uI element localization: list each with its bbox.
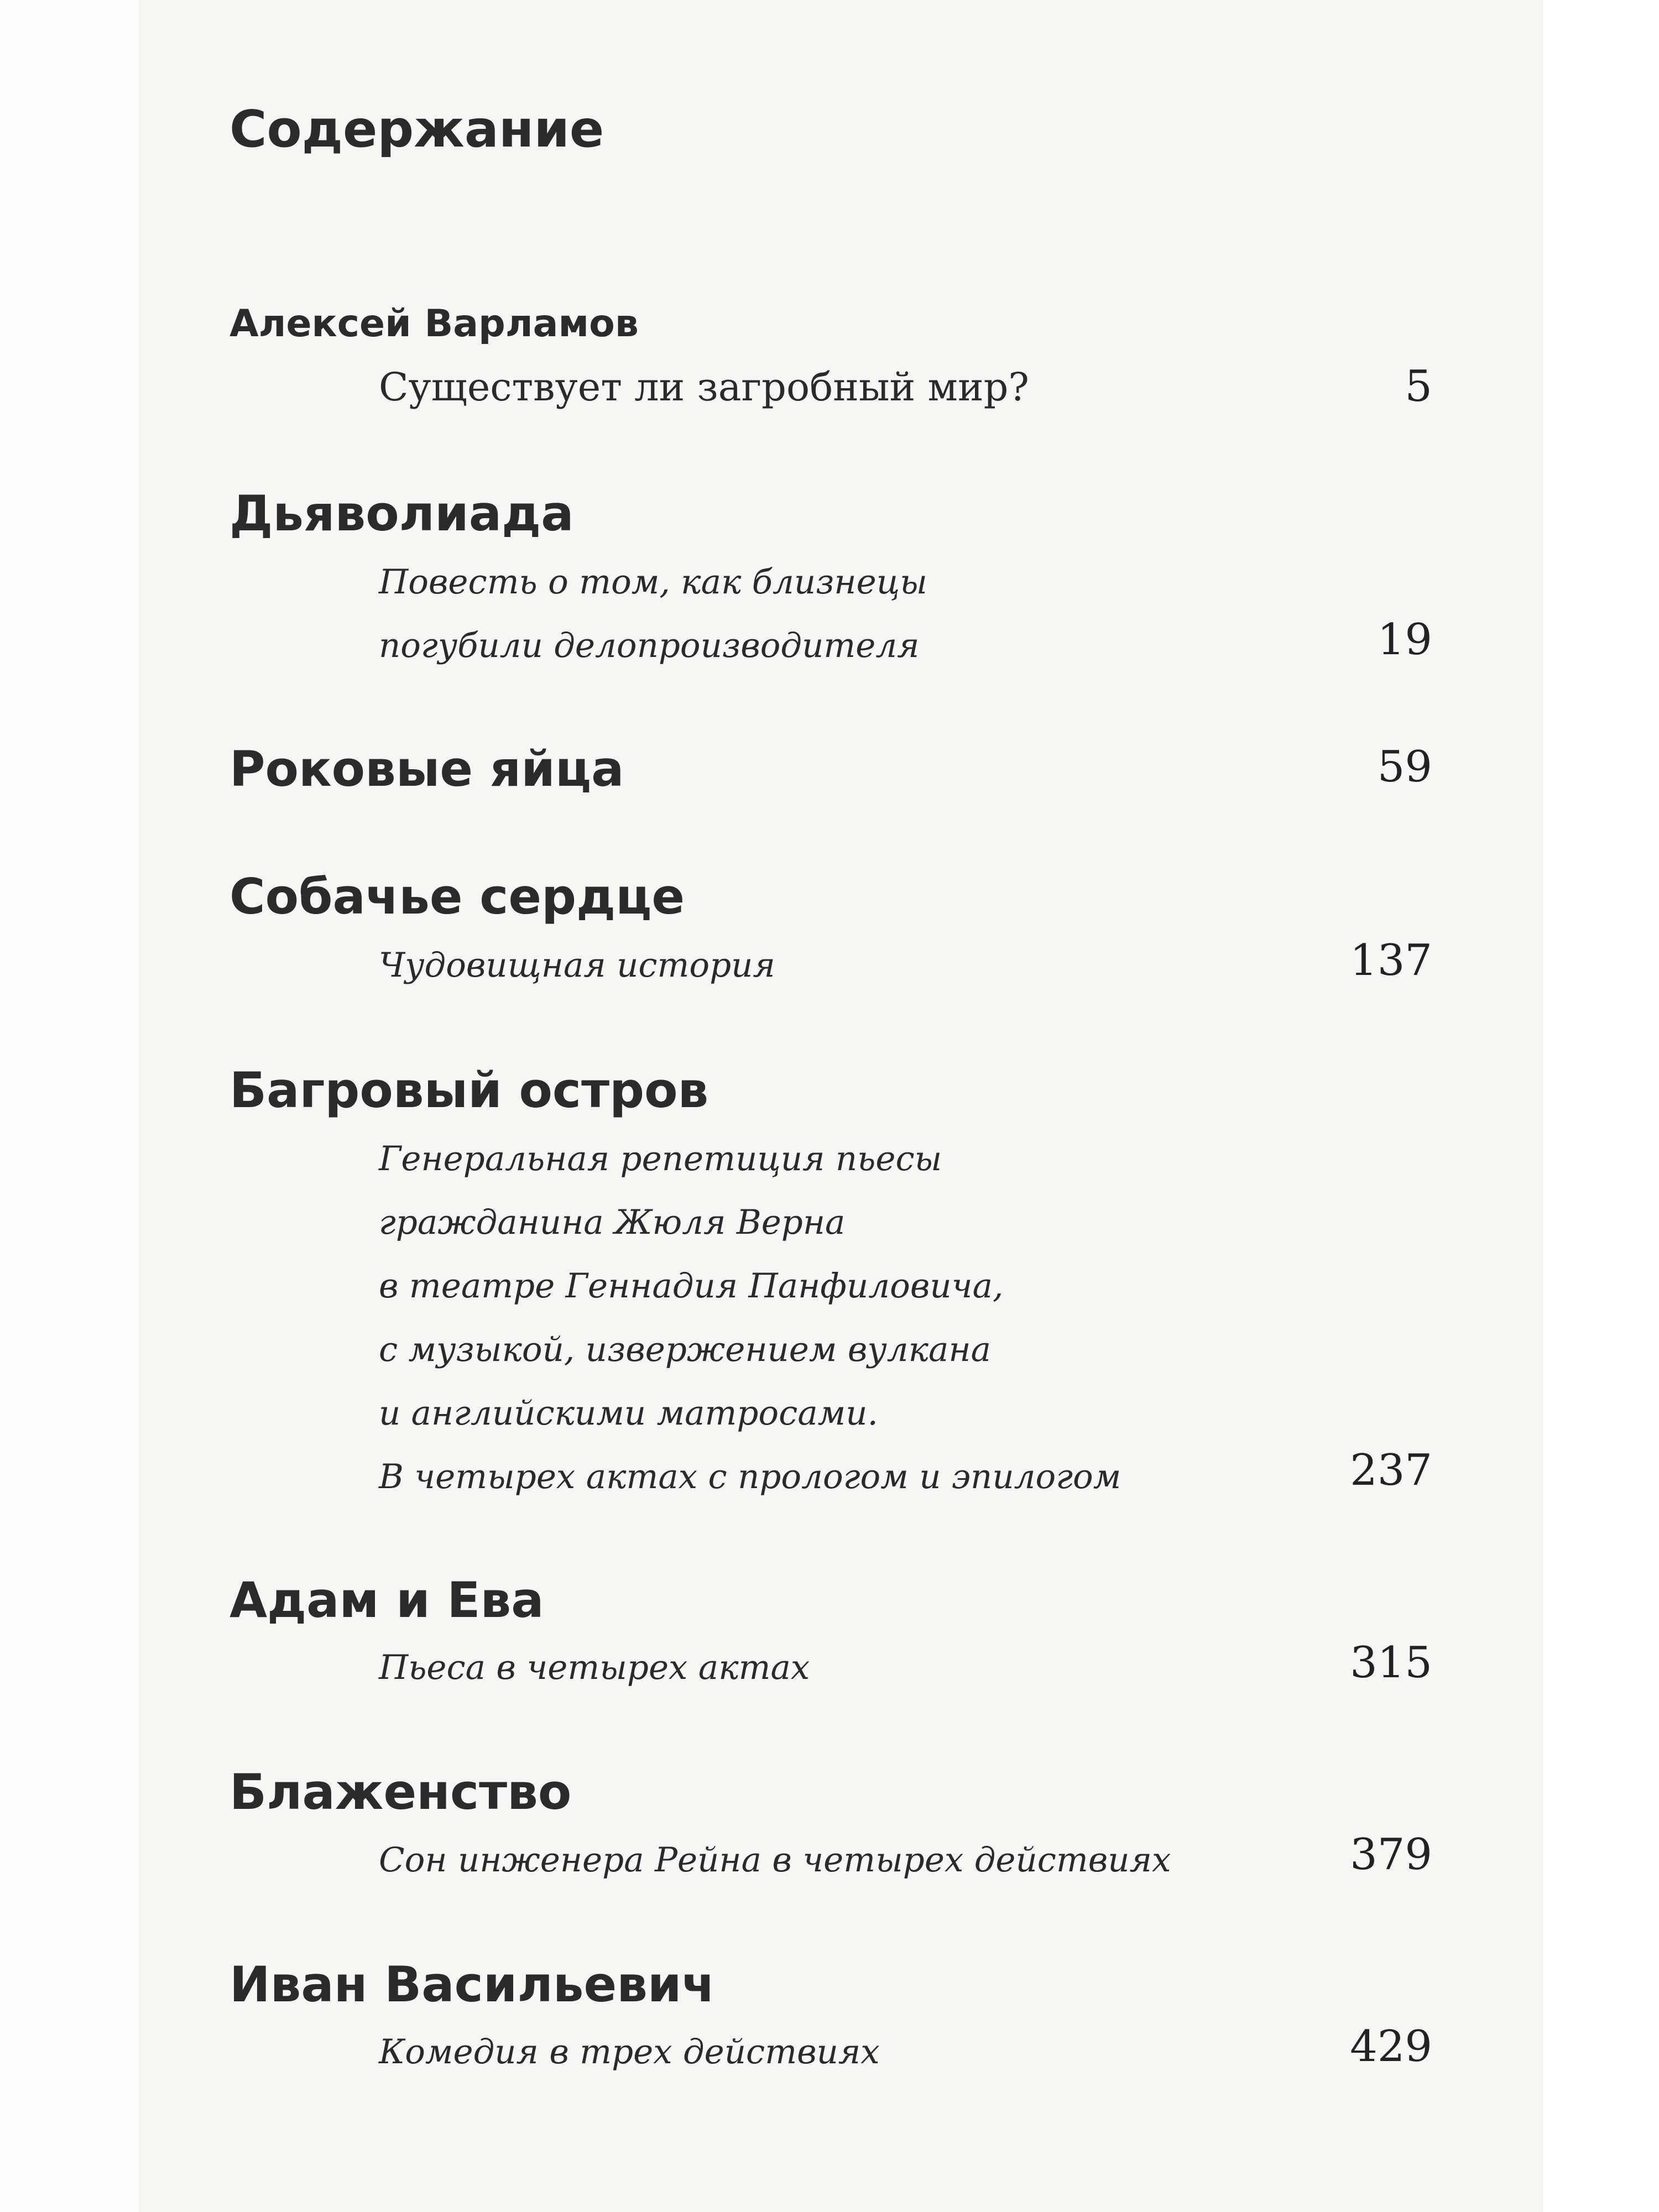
entry-subtitle-line: и английскими матросами. (379, 1394, 878, 1433)
entry-title-adam-i-eva: Адам и Ева (229, 1572, 544, 1629)
page-number-blazhenstvo: 379 (1350, 1830, 1432, 1880)
author-name: Алексей Варламов (229, 302, 639, 346)
toc-title: Содержание (229, 100, 604, 159)
entry-subtitle-line: с музыкой, извержением вулкана (379, 1330, 991, 1369)
page-number-sobachye-serdtse: 137 (1350, 936, 1432, 985)
entry-subtitle-line: В четырех актах с прологом и эпилогом (379, 1457, 1121, 1496)
page-number-adam-i-eva: 315 (1350, 1638, 1432, 1688)
entry-subtitle-line: Повесть о том, как близнецы (379, 562, 927, 602)
page-number-rokovye-yaytsa: 59 (1377, 742, 1432, 792)
entry-subtitle-line: в театре Геннадия Панфиловича, (379, 1266, 1004, 1306)
page-number-dyavoliada: 19 (1377, 615, 1432, 665)
entry-subtitle-line: Чудовищная история (379, 946, 775, 985)
entry-subtitle-line: Пьеса в четырех актах (379, 1648, 810, 1687)
entry-title-blazhenstvo: Блаженство (229, 1764, 572, 1820)
entry-title-rokovye-yaytsa: Роковые яйца (229, 740, 624, 797)
page-number-bagrovy-ostrov: 237 (1350, 1446, 1432, 1495)
page-number-essay: 5 (1405, 362, 1432, 411)
entry-subtitle-line: Сон инженера Рейна в четырех действиях (379, 1840, 1171, 1880)
entry-subtitle-line: Генеральная репетиция пьесы (379, 1139, 942, 1178)
entry-subtitle-line: Комедия в трех действиях (379, 2032, 880, 2072)
entry-title-dyavoliada: Дьяволиада (229, 485, 574, 542)
entry-subtitle-line: гражданина Жюля Верна (379, 1203, 846, 1242)
entry-title-essay: Существует ли загробный мир? (379, 364, 1029, 410)
entry-title-sobachye-serdtse: Собачье сердце (229, 868, 685, 925)
right-margin (1543, 0, 1659, 2212)
entry-title-ivan-vasilyevich: Иван Васильевич (229, 1956, 715, 2013)
entry-subtitle-line: погубили делопроизводителя (379, 626, 920, 665)
left-margin (0, 0, 138, 2212)
entry-title-bagrovy-ostrov: Багровый остров (229, 1062, 709, 1119)
page-number-ivan-vasilyevich: 429 (1350, 2022, 1432, 2072)
